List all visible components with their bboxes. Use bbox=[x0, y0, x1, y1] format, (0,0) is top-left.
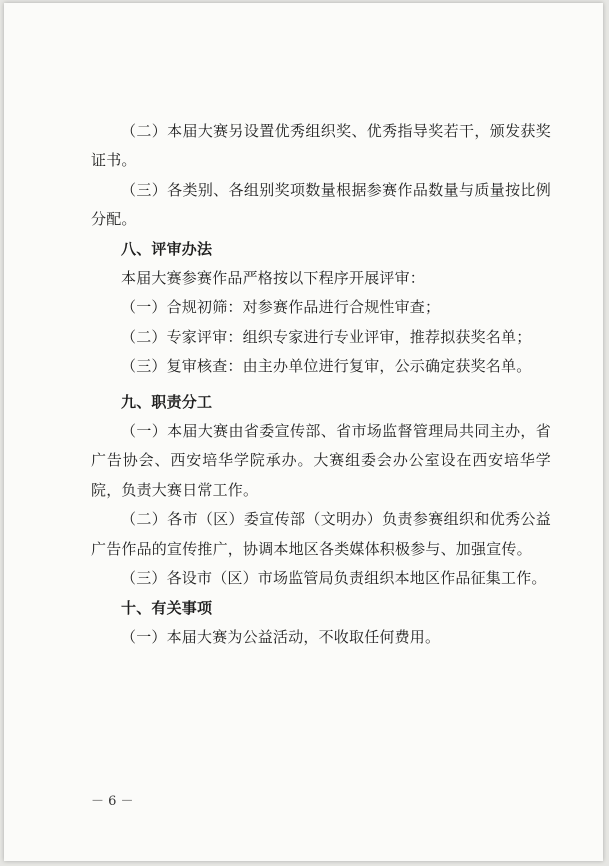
para-review-intro: 本届大赛参赛作品严格按以下程序开展评审： bbox=[121, 269, 426, 288]
para-awards-extra: （二）本届大赛另设置优秀组织奖、优秀指导奖若干，颁发获奖证书。 bbox=[91, 122, 551, 170]
para-responsibility-1: （一）本届大赛由省委宣传部、省市场监督管理局共同主办，省广告协会、西安培华学院承办。大赛组委会办公室设在西安培华学院，负责大赛日常工作。 bbox=[91, 422, 551, 499]
page-number: － 6 － bbox=[91, 794, 134, 809]
para-review-step-1: （一）合规初筛：对参赛作品进行合规性审查； bbox=[121, 298, 441, 317]
para-responsibility-2: （二）各市（区）委宣传部（文明办）负责参赛组织和优秀公益广告作品的宣传推广，协调本地区各类媒体积极参与、加强宣传。 bbox=[91, 510, 551, 558]
para-review-step-2: （二）专家评审：组织专家进行专业评审，推荐拟获奖名单； bbox=[121, 327, 532, 346]
para-responsibility-3: （三）各设市（区）市场监管局负责组织本地区作品征集工作。 bbox=[121, 569, 547, 588]
para-awards-distribution: （三）各类别、各组别奖项数量根据参赛作品数量与质量按比例分配。 bbox=[91, 180, 551, 229]
document-page bbox=[4, 3, 603, 861]
document-body bbox=[91, 117, 551, 652]
para-review-step-3: （三）复审核查：由主办单位进行复审，公示确定获奖名单。 bbox=[121, 357, 532, 376]
heading-responsibilities: 九、职责分工 bbox=[121, 392, 213, 411]
para-matter-1: （一）本届大赛为公益活动，不收取任何费用。 bbox=[121, 627, 441, 646]
heading-related-matters: 十、有关事项 bbox=[121, 598, 213, 617]
heading-review-method: 八、评审办法 bbox=[121, 239, 213, 258]
